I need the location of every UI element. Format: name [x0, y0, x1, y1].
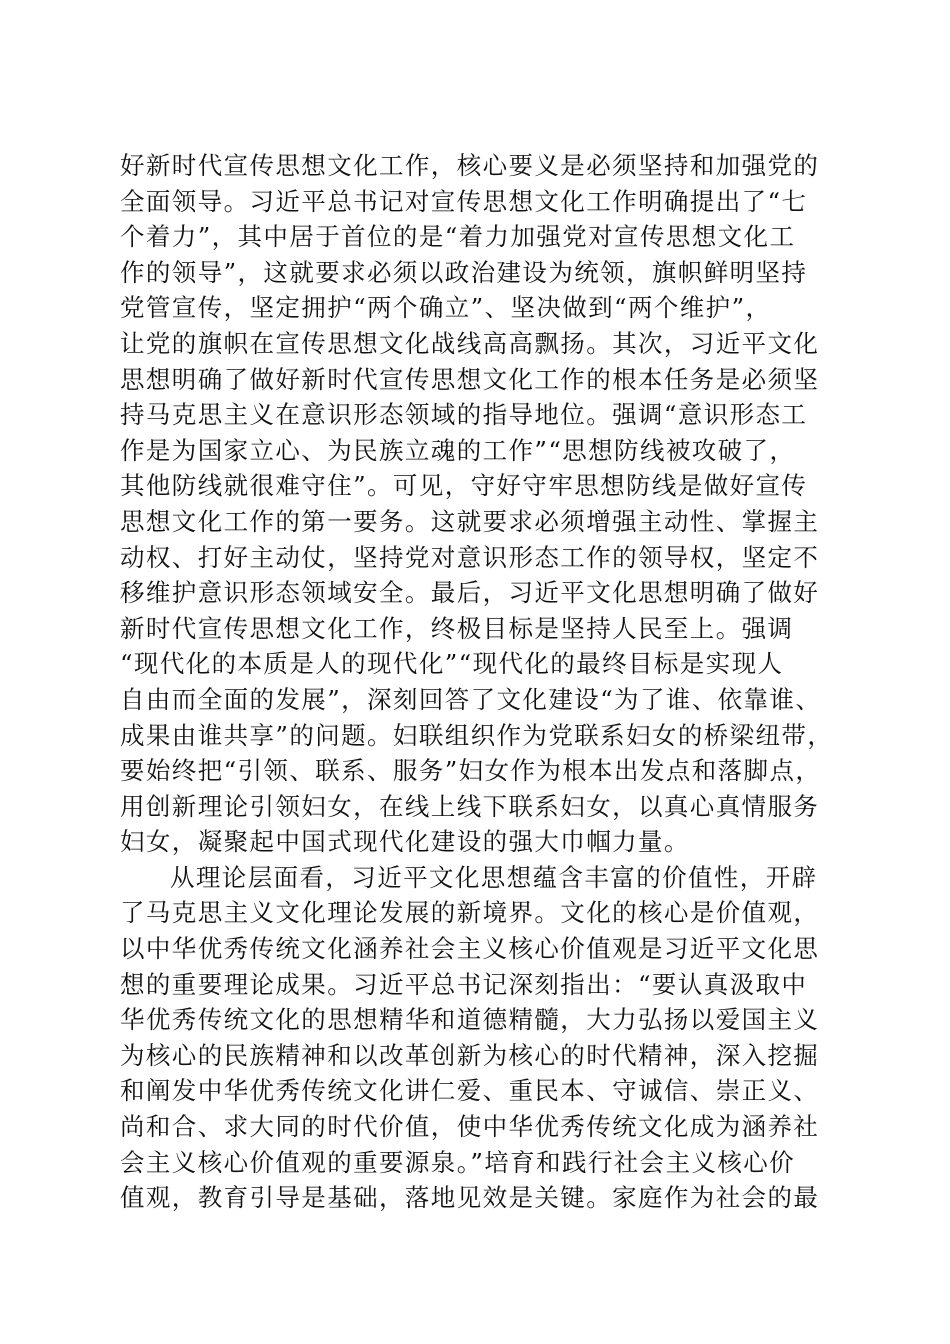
text-line: 好新时代宣传思想文化工作，核心要义是必须坚持和加强党的 — [120, 151, 820, 180]
text-line: 尚和合、求大同的时代价值，使中华优秀传统文化成为涵养社 — [120, 1112, 820, 1142]
text-line: 了马克思主义文化理论发展的新境界。文化的核心是价值观， — [120, 898, 820, 928]
text-line: 想的重要理论成果。习近平总书记深刻指出：“要认真汲取中 — [120, 969, 808, 999]
text-line: 其他防线就很难守住”。可见，守好守牢思想防线是做好宣传 — [120, 471, 808, 501]
text-line: 和阐发中华优秀传统文化讲仁爱、重民本、守诚信、崇正义、 — [120, 1076, 820, 1106]
text-line: 用创新理论引领妇女，在线上线下联系妇女，以真心真情服务 — [120, 791, 820, 821]
text-line: “现代化的本质是人的现代化”“现代化的最终目标是实现人 — [120, 649, 784, 679]
text-line: 个着力”，其中居于首位的是“着力加强党对宣传思想文化工 — [120, 222, 796, 252]
text-line: 全面领导。习近平总书记对宣传思想文化工作明确提出了“七 — [120, 186, 808, 216]
text-line: 妇女，凝聚起中国式现代化建设的强大巾帼力量。 — [120, 827, 690, 857]
text-line: 持马克思主义在意识形态领域的指导地位。强调“意识形态工 — [120, 400, 808, 430]
text-line: 以中华优秀传统文化涵养社会主义核心价值观是习近平文化思 — [120, 934, 820, 964]
text-line: 思想明确了做好新时代宣传思想文化工作的根本任务是必须坚 — [120, 364, 820, 394]
text-line: 作的领导”，这就要求必须以政治建设为统领，旗帜鲜明坚持 — [120, 257, 808, 287]
paragraph-2 — [120, 860, 840, 1216]
text-line: 作是为国家立心、为民族立魂的工作”“思想防线被攻破了， — [120, 435, 796, 465]
text-line: 自由而全面的发展”，深刻回答了文化建设“为了谁、依靠谁、 — [120, 684, 822, 714]
text-line: 会主义核心价值观的重要源泉。”培育和践行社会主义核心价 — [120, 1147, 796, 1177]
text-line: 让党的旗帜在宣传思想文化战线高高飘扬。其次，习近平文化 — [120, 328, 820, 358]
text-line: 为核心的民族精神和以改革创新为核心的时代精神，深入挖掘 — [120, 1040, 820, 1070]
text-line: 新时代宣传思想文化工作，终极目标是坚持人民至上。强调 — [120, 613, 794, 643]
text-line: 华优秀传统文化的思想精华和道德精髓，大力弘扬以爱国主义 — [120, 1005, 820, 1035]
text-line: 值观，教育引导是基础，落地见效是关键。家庭作为社会的最 — [120, 1183, 820, 1213]
text-line: 党管宣传，坚定拥护“两个确立”、坚决做到“两个维护”， — [120, 293, 772, 323]
text-line: 移维护意识形态领域安全。最后，习近平文化思想明确了做好 — [120, 578, 820, 608]
text-line: 要始终把“引领、联系、服务”妇女作为根本出发点和落脚点， — [120, 756, 822, 786]
text-line: 从理论层面看，习近平文化思想蕴含丰富的价值性，开辟 — [170, 862, 818, 892]
paragraph-1 — [120, 148, 840, 860]
text-line: 思想文化工作的第一要务。这就要求必须增强主动性、掌握主 — [120, 506, 820, 536]
document-body — [120, 148, 840, 1216]
text-line: 成果由谁共享”的问题。妇联组织作为党联系妇女的桥梁纽带， — [120, 720, 834, 750]
text-line: 动权、打好主动仗，坚持党对意识形态工作的领导权，坚定不 — [120, 542, 820, 572]
